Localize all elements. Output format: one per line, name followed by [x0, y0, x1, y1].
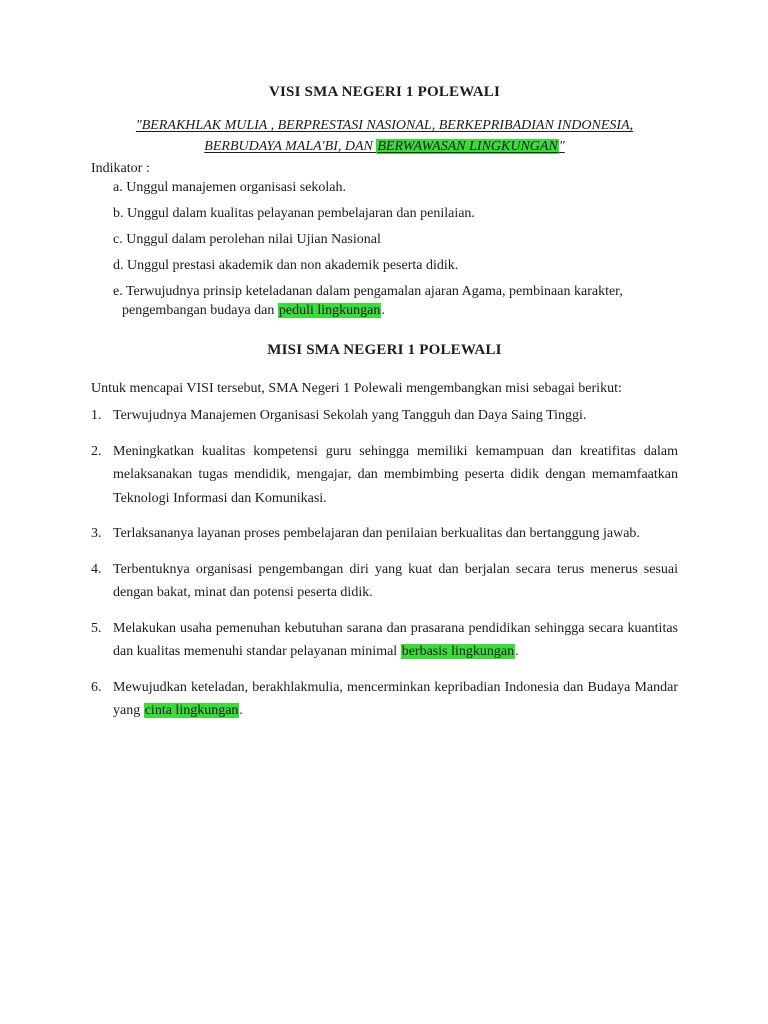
indicator-item — [91, 230, 678, 249]
misi-list — [91, 404, 678, 723]
misi-item-number: 5. — [91, 620, 102, 636]
visi-quote-line2: BERBUDAYA MALA'BI, DAN — [204, 139, 377, 154]
misi-item-number: 6. — [91, 679, 102, 695]
indicator-marker: a. — [113, 180, 123, 195]
misi-item-text: Terwujudnya Manajemen Organisasi Sekolah yang Tangguh dan Daya Saing Tinggi. — [113, 408, 587, 423]
indicator-marker: d. — [113, 258, 124, 273]
misi-item-text: Meningkatkan kualitas kompetensi guru sehingga memiliki kemampuan dan kreatifitas dalam melaksanakan tugas mendidik, mengajar, dan membimbing peserta didik dengan memamfaatkan Teknologi Informasi dan Komunikasi. — [113, 443, 678, 506]
visi-quote-close: " — [558, 139, 565, 154]
misi-item — [91, 558, 678, 605]
visi-title: VISI SMA NEGERI 1 POLEWALI — [268, 84, 501, 100]
misi-item-text-after: . — [239, 703, 243, 718]
misi-item — [91, 617, 678, 664]
visi-quote-highlight: BERWAWASAN LINGKUNGAN — [377, 139, 558, 154]
indicator-text: Unggul dalam kualitas pelayanan pembelajaran dan penilaian. — [127, 206, 475, 221]
misi-item-text-after: . — [515, 644, 519, 659]
indicator-marker: e. — [113, 284, 123, 299]
misi-intro: Untuk mencapai VISI tersebut, SMA Negeri 1 Polewali mengembangkan misi sebagai berikut: — [91, 381, 622, 396]
indicator-text: Unggul dalam perolehan nilai Ujian Nasional — [126, 232, 381, 247]
misi-item-text: Melakukan usaha pemenuhan kebutuhan sarana dan prasarana pendidikan sehingga secara kuantitas dan kualitas memenuhi standar pelayanan minimal — [113, 620, 678, 659]
indicator-text: Terwujudnya prinsip keteladanan dalam pengamalan ajaran Agama, pembinaan karakter, pengembangan budaya dan — [122, 284, 623, 318]
misi-item-highlight: cinta lingkungan — [144, 703, 239, 718]
misi-item-number: 1. — [91, 408, 102, 423]
indicator-text: Unggul prestasi akademik dan non akademik peserta didik. — [127, 258, 459, 273]
misi-title: MISI SMA NEGERI 1 POLEWALI — [267, 342, 502, 358]
misi-item-number: 4. — [91, 561, 102, 577]
visi-quote — [91, 115, 678, 157]
misi-item — [91, 522, 678, 546]
indicator-label: Indikator : — [91, 161, 150, 176]
misi-item — [91, 440, 678, 511]
indicator-marker: b. — [113, 206, 124, 221]
indicator-text-after: . — [381, 303, 385, 318]
indicator-item — [91, 178, 678, 197]
indicator-item — [91, 256, 678, 275]
misi-item-text: Terbentuknya organisasi pengembangan diri yang kuat dan berjalan secara terus menerus sesuai dengan bakat, minat dan potensi peserta didik. — [113, 561, 678, 600]
indicator-item — [91, 204, 678, 223]
indicator-text: Unggul manajemen organisasi sekolah. — [126, 180, 347, 195]
misi-item-text: Mewujudkan keteladan, berakhlakmulia, mencerminkan kepribadian Indonesia dan Budaya Mandar yang — [113, 679, 678, 718]
indicator-marker: c. — [113, 232, 123, 247]
misi-item-number: 3. — [91, 526, 102, 541]
misi-item-number: 2. — [91, 443, 102, 459]
misi-item — [91, 404, 678, 428]
indicator-highlight: peduli lingkungan — [278, 303, 381, 318]
indicator-list — [91, 178, 678, 320]
misi-item-highlight: berbasis lingkungan — [401, 644, 515, 659]
misi-item — [91, 676, 678, 723]
visi-quote-line1: "BERAKHLAK MULIA , BERPRESTASI NASIONAL, BERKEPRIBADIAN INDONESIA, — [135, 118, 634, 133]
misi-item-text: Terlaksananya layanan proses pembelajaran dan penilaian berkualitas dan bertanggung jawab. — [113, 526, 640, 541]
indicator-item — [91, 282, 678, 320]
